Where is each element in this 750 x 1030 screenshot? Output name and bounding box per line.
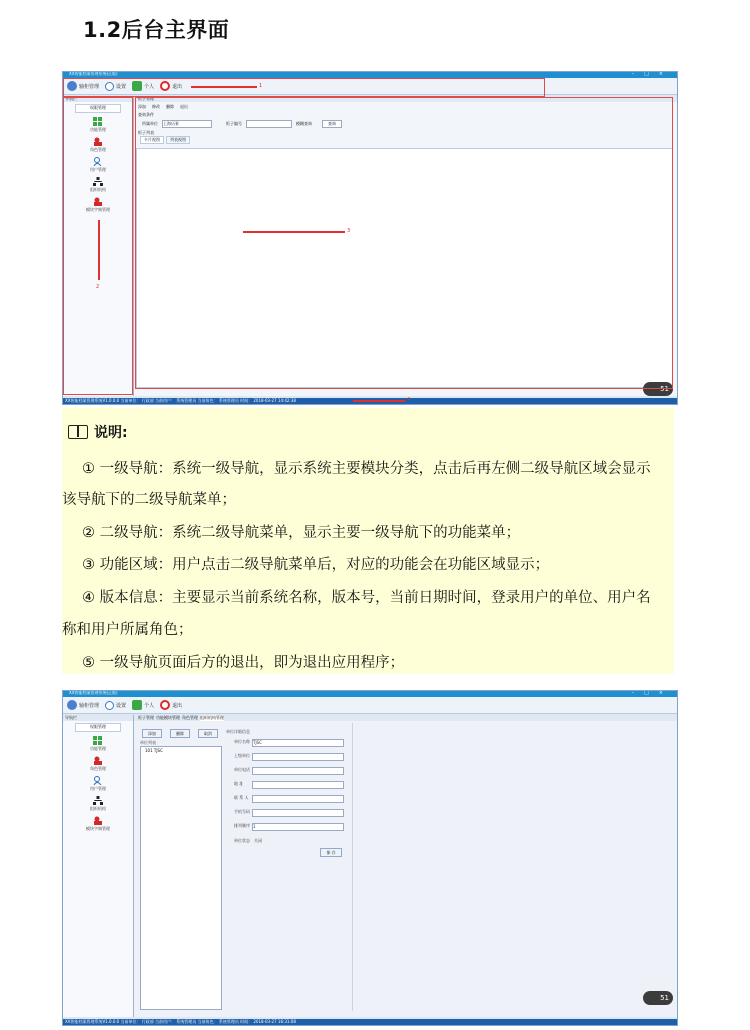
primary-nav-toolbar — [63, 697, 677, 714]
field-label-parent: 上级单位 — [234, 753, 250, 758]
org-chart-icon — [93, 796, 103, 805]
nav-item-function[interactable]: 功能管理 — [63, 117, 133, 133]
user-group-icon — [67, 700, 77, 710]
delete-button[interactable]: 删除 — [170, 729, 190, 738]
power-icon — [160, 700, 170, 710]
gear-icon — [105, 701, 114, 710]
field-label-order: 排列顺序 — [234, 823, 250, 828]
exit-button[interactable]: 退出 — [180, 104, 188, 109]
parent-unit-select[interactable] — [252, 753, 344, 761]
nav-item-role[interactable]: 角色管理 — [63, 137, 133, 153]
unit-tree — [140, 746, 222, 1010]
annotation-label-2: 2 — [96, 284, 100, 290]
secondary-nav-panel — [63, 715, 134, 1017]
cancel-button[interactable]: 取消 — [198, 729, 218, 738]
nav-item-org[interactable]: 组织机构 — [63, 177, 133, 193]
list-label: 柜子列表 — [138, 130, 154, 135]
fuzzy-checkbox[interactable]: 模糊查询 — [296, 121, 312, 126]
nav-item-user[interactable]: 用户管理 — [63, 776, 133, 792]
window-controls[interactable]: –□× — [631, 71, 673, 77]
form-title: 单位详细信息 — [226, 729, 250, 734]
toolbar-item-cabinet[interactable]: 轴柜管理 — [67, 81, 99, 91]
note-line-5: ④ 版本信息：主要显示当前系统名称，版本号，当前日期时间，登录用户的单位、用户名 — [82, 590, 651, 606]
annotation-box-toolbar — [63, 78, 545, 97]
nav-header: 导航栏 — [63, 715, 133, 721]
form-divider — [352, 723, 353, 1011]
edit-button[interactable]: 修改 — [152, 104, 160, 109]
field-label-phone: 单位电话 — [234, 767, 250, 772]
nav-item-function[interactable]: 功能管理 — [63, 736, 133, 752]
explanation-box — [62, 408, 674, 674]
toolbar-item-settings[interactable]: 设置 — [105, 82, 126, 91]
unit-label: 所属单位 — [142, 121, 158, 126]
nav-item-role[interactable]: 角色管理 — [63, 756, 133, 772]
toolbar-item-exit[interactable]: 退出 — [160, 81, 182, 91]
annotation-label-4: 4 — [407, 397, 411, 403]
cabinet-label: 柜子编号 — [226, 121, 242, 126]
nav-item-user[interactable]: 用户管理 — [63, 157, 133, 173]
status-bar: XX智能档案管理系统V1.0.0.0 当前单位： 行政部 当前用户： 系统管理员 当前角色： 系统管理员 时间： 2018-03-27 16:31:08 — [63, 1019, 677, 1025]
nav-tab-permissions[interactable]: 权限管理 — [75, 723, 121, 732]
tree-label: 单位列表 — [140, 740, 156, 745]
role-icon — [93, 816, 103, 825]
state-checkbox[interactable]: 关闭 — [254, 838, 262, 843]
toolbar-item-exit[interactable]: 退出 — [160, 700, 182, 710]
tab-roles[interactable]: 角色管理 — [182, 715, 198, 720]
toolbar-item-personal[interactable]: 个人 — [132, 81, 154, 91]
delete-button[interactable]: 删除 — [166, 104, 174, 109]
grid-icon — [93, 736, 103, 745]
speed-badge: 51 — [643, 382, 673, 396]
content-tab[interactable]: 柜子管理 — [134, 96, 677, 102]
status-bar: XX智能档案管理系统V1.0.0.0 当前单位： 行政部 当前用户： 系统管理员 当前角色： 系统管理员 时间： 2018-03-27 14:42:38 — [63, 398, 677, 404]
tab-card-view[interactable]: 卡片视图 — [140, 136, 164, 144]
state-label: 单位状态 — [234, 838, 250, 843]
annotation-arrow-1 — [191, 86, 257, 88]
org-ui-screenshot — [62, 690, 678, 1026]
note-line-3: ② 二级导航：系统二级导航菜单，显示主要一级导航下的功能菜单； — [82, 525, 521, 541]
contact-field[interactable] — [252, 795, 344, 803]
search-button[interactable]: 查询 — [322, 120, 342, 128]
role-icon — [93, 756, 103, 765]
window-title: XX智能档案管理系统(正版) — [69, 71, 118, 76]
nav-item-org[interactable]: 组织机构 — [63, 796, 133, 812]
section-heading: 1.2后台主界面 — [83, 18, 230, 42]
field-label-address: 地 址 — [234, 781, 244, 786]
mobile-field[interactable] — [252, 809, 344, 817]
function-area — [134, 715, 677, 1017]
field-label-name: 单位名称 — [234, 739, 250, 744]
main-ui-screenshot — [62, 71, 678, 405]
tree-node[interactable]: 101 TJSC — [145, 748, 163, 753]
user-icon — [93, 776, 103, 785]
annotation-box-function — [135, 97, 673, 389]
note-line-1: ① 一级导航：系统一级导航，显示系统主要模块分类，点击后再左侧二级导航区域会显示 — [82, 461, 651, 477]
window-title: XX智能档案管理系统(正版) — [69, 690, 118, 695]
tab-modules[interactable]: 功能模块管理 — [156, 715, 180, 720]
tab-org[interactable]: 组织机构管理 — [200, 715, 224, 720]
annotation-arrow-3 — [243, 231, 345, 233]
unit-phone-field[interactable] — [252, 767, 344, 775]
nav-item-dict[interactable]: 模块字典管理 — [63, 197, 133, 213]
note-line-4: ③ 功能区域：用户点击二级导航菜单后，对应的功能会在功能区域显示； — [82, 557, 550, 573]
add-button[interactable]: 添加 — [138, 104, 146, 109]
note-line-2: 该导航下的二级导航菜单； — [62, 492, 236, 508]
toolbar-item-personal[interactable]: 个人 — [132, 700, 154, 710]
toolbar-item-cabinet[interactable]: 轴柜管理 — [67, 700, 99, 710]
annotation-arrow-4 — [353, 400, 405, 402]
save-button[interactable]: 保 存 — [320, 848, 342, 857]
tab-strip — [134, 715, 677, 721]
field-label-mobile: 手机号码 — [234, 809, 250, 814]
nav-tab-permissions[interactable]: 权限管理 — [75, 104, 121, 113]
query-label: 查询条件 — [138, 112, 154, 117]
speed-badge: 51 — [643, 991, 673, 1005]
field-label-contact: 联 系 人 — [234, 795, 249, 800]
nav-item-dict[interactable]: 模块字典管理 — [63, 816, 133, 832]
order-field[interactable]: 1 — [252, 823, 344, 831]
person-card-icon — [132, 700, 142, 710]
note-line-7: ⑤ 一级导航页面后方的退出，即为退出应用程序； — [82, 655, 405, 671]
annotation-label-1: 1 — [259, 83, 263, 89]
toolbar-item-settings[interactable]: 设置 — [105, 701, 126, 710]
tab-list-view[interactable]: 列表视图 — [166, 136, 190, 144]
note-title: 说明: — [68, 422, 128, 442]
nav-header: 导航栏 — [63, 96, 133, 102]
unit-name-field[interactable]: TJSC — [252, 739, 344, 747]
note-line-6: 称和用户所属角色； — [62, 622, 193, 638]
unit-select[interactable]: 上海历景 — [162, 120, 212, 128]
annotation-label-3: 3 — [347, 228, 351, 234]
window-controls[interactable]: –□× — [631, 690, 673, 696]
tab-cabinet[interactable]: 柜子管理 — [138, 715, 154, 720]
annotation-arrow-2 — [98, 220, 100, 280]
window-titlebar — [63, 691, 677, 697]
book-icon — [68, 425, 88, 439]
add-button[interactable]: 添加 — [142, 729, 162, 738]
address-field[interactable] — [252, 781, 344, 789]
